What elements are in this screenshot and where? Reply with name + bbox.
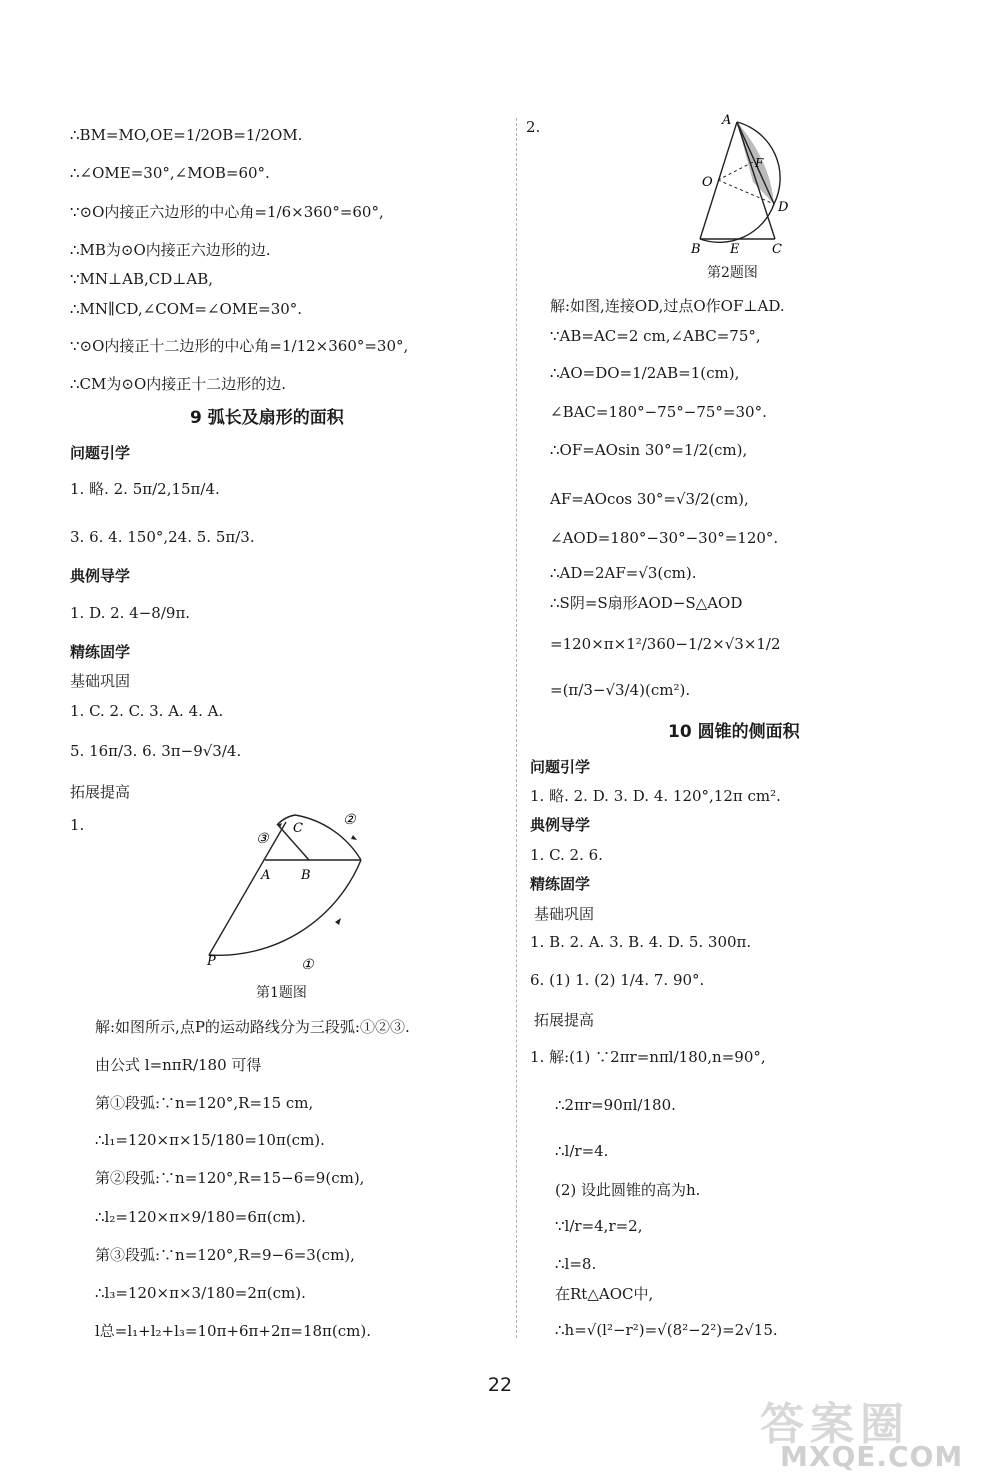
right-solution-10: =120×π×1²/360−1/2×√3×1/2 <box>550 635 781 653</box>
fig1-label-circle2: ② <box>343 812 356 828</box>
right-jichu-2: 6. (1) 1. (2) 1/4. 7. 90°. <box>530 971 705 989</box>
fig1-label-circle3: ③ <box>256 831 269 847</box>
right-dianli-1: 1. C. 2. 6. <box>530 846 603 864</box>
left-solution-6: ∴l₂=120×π×9/180=6π(cm). <box>95 1208 306 1226</box>
left-heading-dianli: 典例导学 <box>70 567 131 585</box>
left-line-1: ∴BM=MO,OE=1/2OB=1/2OM. <box>70 126 303 144</box>
left-line-8: ∴CM为⊙O内接正十二边形的边. <box>70 375 287 393</box>
right-heading-jinglian: 精练固学 <box>530 875 591 893</box>
page-number: 22 <box>487 1374 513 1396</box>
right-solution2-7: 在Rt△AOC中, <box>555 1285 654 1303</box>
watermark-url: MXQE.COM <box>780 1440 964 1473</box>
fig2-label-c: C <box>772 242 782 257</box>
left-jichu-label: 基础巩固 <box>70 672 131 690</box>
right-solution2-8: ∴h=√(l²−r²)=√(8²−2²)=2√15. <box>555 1321 778 1339</box>
fig1-label-circle1: ① <box>301 957 314 973</box>
figure-1-caption: 第1题图 <box>256 985 307 1001</box>
left-solution-1: 解:如图所示,点P的运动路线分为三段弧:①②③. <box>95 1018 410 1036</box>
fig2-label-b: B <box>691 242 701 257</box>
watermark-logo <box>730 1388 1000 1476</box>
right-jichu-1: 1. B. 2. A. 3. B. 4. D. 5. 300π. <box>530 933 752 951</box>
section-title-10: 10 圆锥的侧面积 <box>668 722 800 742</box>
watermark-glyphs: 答案圈 <box>760 1399 910 1450</box>
figure-2-diagram <box>680 110 795 262</box>
right-tuozhan-label: 拓展提高 <box>534 1011 595 1029</box>
left-solution-3: 第①段弧:∵n=120°,R=15 cm, <box>95 1094 314 1112</box>
left-line-3: ∵⊙O内接正六边形的中心角=1/6×360°=60°, <box>70 203 384 221</box>
right-solution2-4: (2) 设此圆锥的高为h. <box>555 1181 701 1199</box>
fig2-label-a: A <box>722 113 732 128</box>
fig1-label-p: P <box>207 954 216 969</box>
right-jichu-label: 基础巩固 <box>534 905 595 923</box>
right-solution2-1: 1. 解:(1) ∵2πr=nπl/180,n=90°, <box>530 1048 766 1066</box>
fig1-label-a: A <box>261 868 271 883</box>
left-jichu-1: 1. C. 2. C. 3. A. 4. A. <box>70 702 224 720</box>
left-line-2: ∴∠OME=30°,∠MOB=60°. <box>70 164 270 182</box>
fig2-label-f: F <box>755 156 764 170</box>
left-solution-9: l总=l₁+l₂+l₃=10π+6π+2π=18π(cm). <box>95 1322 371 1340</box>
right-solution-5: ∴OF=AOsin 30°=1/2(cm), <box>550 441 748 459</box>
left-line-5: ∵MN⊥AB,CD⊥AB, <box>70 270 213 288</box>
right-solution2-3: ∴l/r=4. <box>555 1142 609 1160</box>
right-heading-dianli: 典例导学 <box>530 816 591 834</box>
figure-1-diagram <box>195 805 375 980</box>
right-heading-wenti: 问题引学 <box>530 758 591 776</box>
left-solution-2: 由公式 l=nπR/180 可得 <box>95 1056 262 1074</box>
right-wenti-1: 1. 略. 2. D. 3. D. 4. 120°,12π cm². <box>530 787 781 805</box>
right-solution-6: AF=AOcos 30°=√3/2(cm), <box>550 490 749 508</box>
left-question-1: 1. <box>70 816 85 834</box>
left-line-6: ∴MN∥CD,∠COM=∠OME=30°. <box>70 300 303 318</box>
right-solution-2: ∵AB=AC=2 cm,∠ABC=75°, <box>550 327 761 345</box>
right-solution-3: ∴AO=DO=1/2AB=1(cm), <box>550 364 740 382</box>
left-tuozhan-label: 拓展提高 <box>70 783 131 801</box>
left-solution-4: ∴l₁=120×π×15/180=10π(cm). <box>95 1131 325 1149</box>
fig2-label-o: O <box>702 175 713 190</box>
figure-2-caption: 第2题图 <box>707 265 758 281</box>
left-heading-wenti: 问题引学 <box>70 444 131 462</box>
left-line-4: ∴MB为⊙O内接正六边形的边. <box>70 241 271 259</box>
right-solution2-2: ∴2πr=90πl/180. <box>555 1096 676 1114</box>
right-solution-11: =(π/3−√3/4)(cm²). <box>550 681 691 699</box>
right-solution-4: ∠BAC=180°−75°−75°=30°. <box>550 403 767 421</box>
right-solution-7: ∠AOD=180°−30°−30°=120°. <box>550 529 779 547</box>
fig1-label-b: B <box>301 868 311 883</box>
fig1-label-c: C <box>293 821 303 836</box>
left-heading-jinglian: 精练固学 <box>70 643 131 661</box>
left-line-7: ∵⊙O内接正十二边形的中心角=1/12×360°=30°, <box>70 337 409 355</box>
right-solution-1: 解:如图,连接OD,过点O作OF⊥AD. <box>550 297 785 315</box>
left-solution-8: ∴l₃=120×π×3/180=2π(cm). <box>95 1284 306 1302</box>
left-solution-7: 第③段弧:∵n=120°,R=9−6=3(cm), <box>95 1246 355 1264</box>
left-dianli-1: 1. D. 2. 4−8/9π. <box>70 604 191 622</box>
fig2-label-e: E <box>730 242 740 257</box>
left-wenti-2: 3. 6. 4. 150°,24. 5. 5π/3. <box>70 528 255 546</box>
fig2-label-d: D <box>778 200 789 215</box>
left-solution-5: 第②段弧:∵n=120°,R=15−6=9(cm), <box>95 1169 365 1187</box>
column-divider <box>516 118 517 1338</box>
left-jichu-2: 5. 16π/3. 6. 3π−9√3/4. <box>70 742 242 760</box>
right-solution2-5: ∵l/r=4,r=2, <box>555 1217 643 1235</box>
right-solution-9: ∴S阴=S扇形AOD−S△AOD <box>550 594 743 612</box>
left-wenti-1: 1. 略. 2. 5π/2,15π/4. <box>70 480 220 498</box>
right-question-2: 2. <box>526 118 541 136</box>
right-solution2-6: ∴l=8. <box>555 1255 597 1273</box>
right-solution-8: ∴AD=2AF=√3(cm). <box>550 564 697 582</box>
section-title-9: 9 弧长及扇形的面积 <box>190 408 344 428</box>
